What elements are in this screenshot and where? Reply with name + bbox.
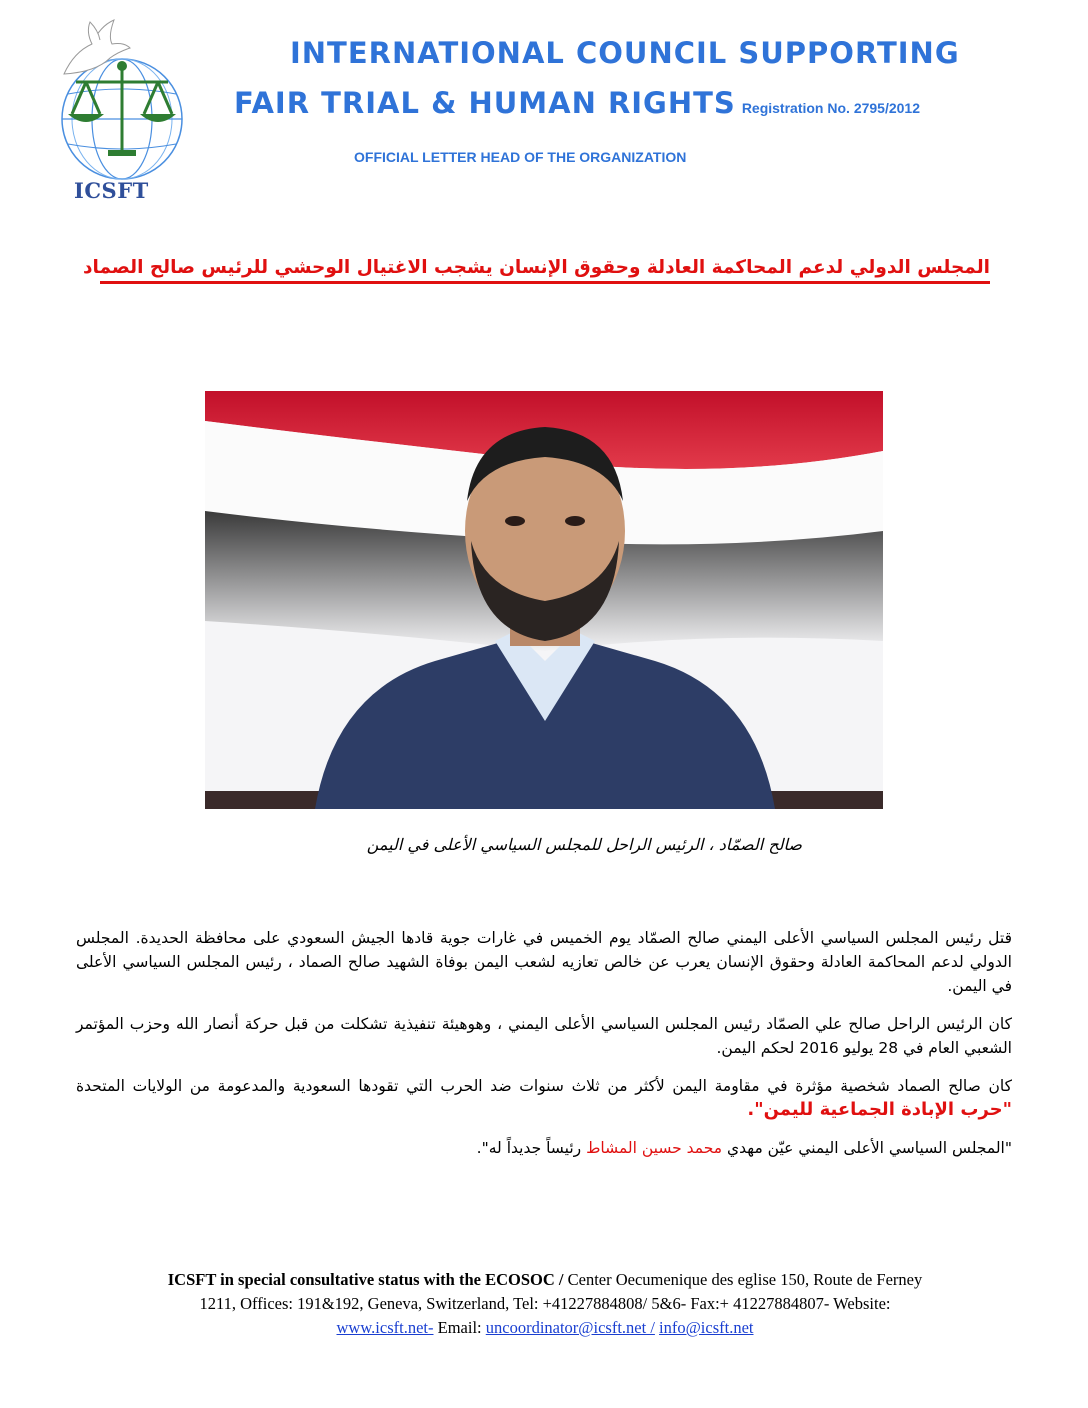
paragraph-3 — [76, 1074, 1012, 1122]
email-link-uncoordinator[interactable]: uncoordinator@icsft.net / — [485, 1318, 655, 1337]
paragraph-4-name: محمد حسين المشاط — [586, 1139, 723, 1157]
portrait-photo-icon — [205, 391, 883, 809]
scales-globe-dove-icon — [52, 14, 202, 184]
email-link-info[interactable]: info@icsft.net — [659, 1318, 754, 1337]
registration-number: Registration No. 2795/2012 — [741, 100, 920, 116]
footer-line-1 — [60, 1268, 1030, 1292]
email-label: Email: — [433, 1318, 486, 1337]
paragraph-3-highlight: "حرب الإبادة الجماعية لليمن". — [747, 1099, 1012, 1120]
organization-name-line2 — [234, 86, 920, 120]
organization-logo — [52, 14, 202, 204]
paragraph-4 — [76, 1136, 1012, 1160]
footer-address: Center Oecumenique des eglise 150, Route de Ferney — [563, 1270, 923, 1289]
paragraph-4-end: رئيساً جديداً له". — [476, 1139, 582, 1157]
paragraph-1: قتل رئيس المجلس السياسي الأعلى اليمني صالح الصمّاد يوم الخميس في غارات جوية قادها الجيش السعودي على محافظة الحديدة. المجلس الدولي لدعم المحاكمة العادلة وحقوق الإنسان يعرب عن خالص تعازيه لشعب اليمن بوفاة الشهيد صالح الصماد ، رئيس المجلس السياسي الأعلى في اليمن. — [76, 929, 1012, 995]
logo-text: ICSFT — [74, 178, 149, 203]
article-body — [76, 926, 1012, 1174]
footer-line-3 — [60, 1316, 1030, 1340]
article-headline: المجلس الدولي لدعم المحاكمة العادلة وحقوق الإنسان يشجب الاغتيال الوحشي للرئيس صالح الصماد — [100, 256, 990, 284]
website-link[interactable]: www.icsft.net- — [336, 1318, 434, 1337]
paragraph-4-start: "المجلس السياسي الأعلى اليمني عيّن مهدي — [727, 1139, 1012, 1157]
footer-line-2: 1211, Offices: 191&192, Geneva, Switzerland, Tel: +41227884808/ 5&6- Fax:+ 41227884807- Website: — [199, 1294, 891, 1313]
organization-name-text: FAIR TRIAL & HUMAN RIGHTS — [234, 86, 736, 120]
organization-name-line1: INTERNATIONAL COUNCIL SUPPORTING — [290, 36, 960, 70]
portrait-photo — [205, 391, 883, 809]
footer-ecosoc-status: ICSFT in special consultative status with the ECOSOC / — [167, 1270, 564, 1289]
paragraph-2: كان الرئيس الراحل صالح علي الصمّاد رئيس المجلس السياسي الأعلى اليمني ، وهوهيئة تنفيذية تشكلت من قبل حركة أنصار الله وحزب المؤتمر الشعبي العام في 28 يوليو 2016 لحكم اليمن. — [76, 1015, 1012, 1057]
paragraph-3-text: كان صالح الصماد شخصية مؤثرة في مقاومة اليمن لأكثر من ثلاث سنوات ضد الحرب التي تقودها السعودية والمدعومة من الولايات المتحدة — [76, 1077, 1012, 1095]
letterhead-subtitle: OFFICIAL LETTER HEAD OF THE ORGANIZATION — [354, 149, 687, 165]
photo-caption: صالح الصمّاد ، الرئيس الراحل للمجلس السياسي الأعلى في اليمن — [366, 835, 802, 854]
footer — [60, 1268, 1030, 1340]
